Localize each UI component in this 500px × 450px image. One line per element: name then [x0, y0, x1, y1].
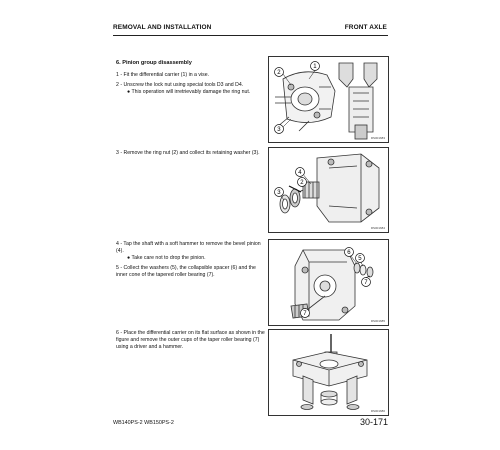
- step-text: Unscrew the lock nut using special tools D3 and D4.: [123, 82, 244, 88]
- step-number: 5 -: [116, 265, 123, 271]
- figure-4-bearing-cup-removal: [268, 329, 389, 416]
- note-text: Take care not to drop the pinion.: [131, 255, 206, 261]
- step-text: Remove the ring nut (2) and collect its retaining washer (3).: [123, 150, 260, 156]
- step-text: Collect the washers (5), the collapsible spacer (6) and the inner cone of the tapered roller bearing (7).: [116, 265, 256, 278]
- figure-3-bevel-pinion-removal: [268, 239, 389, 326]
- step-text: Fit the differential carrier (1) in a vise.: [123, 72, 210, 78]
- figure-2-ring-nut-removal: [268, 147, 389, 233]
- header-section-title: REMOVAL AND INSTALLATION: [113, 24, 212, 31]
- step-4: [116, 241, 264, 255]
- section-title: 6. Pinion group disassembly: [116, 60, 192, 66]
- bullet-icon: ●: [127, 255, 131, 261]
- step-number: 3 -: [116, 150, 123, 156]
- callout-label: 3: [277, 190, 281, 196]
- header-chapter-title: FRONT AXLE: [344, 24, 387, 31]
- callout-label: 1: [313, 64, 317, 70]
- callout-label: 5: [358, 256, 362, 262]
- step-number: 1 -: [116, 72, 123, 78]
- callout-label: 2: [277, 70, 281, 76]
- step-text: Tap the shaft with a soft hammer to remove the bevel pinion (4).: [116, 241, 261, 254]
- step-number: 6 -: [116, 330, 123, 336]
- callout-label: 2: [300, 180, 304, 186]
- step-5: [116, 265, 264, 279]
- footer-models: WB140PS-2 WB150PS-2: [113, 420, 174, 426]
- callout-label: 7: [364, 280, 368, 286]
- bullet-icon: ●: [127, 89, 131, 95]
- step-text: Place the differential carrier on its flat surface as shown in the figure and remove the outer cups of the taper roller bearing (7) using a driver and a hammer.: [116, 330, 265, 350]
- step-2: [116, 82, 262, 89]
- step-3: [116, 150, 266, 157]
- step-number: 4 -: [116, 241, 123, 247]
- figure-code: RS001686: [370, 409, 385, 413]
- figure-1-differential-carrier-in-vise: [268, 56, 389, 143]
- header-rule: [113, 35, 388, 36]
- callout-label: 4: [298, 170, 302, 176]
- figure-code: RS001683: [370, 136, 385, 140]
- step-6: [116, 330, 266, 351]
- page-number: 30-171: [359, 417, 388, 427]
- callout-label: 7: [303, 311, 307, 317]
- step-2-note: [127, 89, 255, 96]
- figure-code: RS001684: [370, 226, 385, 230]
- step-number: 2 -: [116, 82, 123, 88]
- callout-label: 6: [347, 250, 351, 256]
- callout-label: 3: [277, 127, 281, 133]
- step-1: [116, 72, 262, 79]
- step-4-note: [127, 255, 257, 262]
- note-text: This operation will irretrievably damage the ring nut.: [131, 89, 251, 95]
- figure-code: RS001685: [370, 319, 385, 323]
